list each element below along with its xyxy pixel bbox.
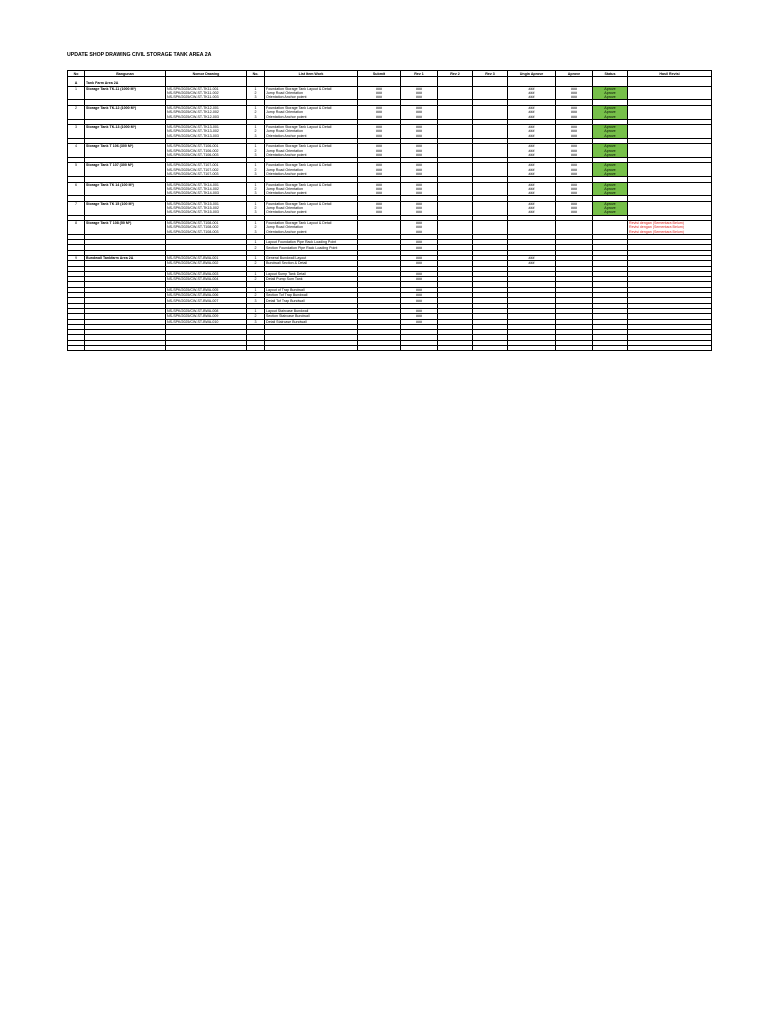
- table-cell: NS-SPK/2025/CW-ST-BWA-007: [166, 298, 247, 303]
- table-cell: ###: [556, 187, 593, 191]
- table-cell: NS-SPK/2025/CW-ST-TK11-001: [166, 86, 247, 91]
- table-cell: ###: [358, 114, 401, 119]
- column-header: List Item Work: [265, 71, 358, 77]
- table-cell: General Bundwall Layout: [265, 255, 358, 260]
- table-cell: 1: [247, 86, 265, 91]
- table-cell: ###: [556, 182, 593, 187]
- table-cell: ###: [508, 206, 556, 210]
- table-cell: Aprove: [593, 95, 628, 100]
- table-cell: NS-SPK/2025/CW-ST-TK14-001: [166, 182, 247, 187]
- table-cell: NS-SPK/2025/CW-ST-T106-002: [166, 148, 247, 152]
- table-cell: Storage Tank T 108 (50 M³): [85, 220, 166, 225]
- table-cell: [508, 346, 556, 351]
- table-cell: NS-SPK/2025/CW-ST-TK15-003: [166, 210, 247, 215]
- column-header: No: [68, 71, 85, 77]
- table-cell: ###: [556, 95, 593, 100]
- table-cell: 3: [68, 124, 85, 129]
- table-cell: 1: [247, 163, 265, 168]
- table-cell: ###: [358, 172, 401, 177]
- table-cell: NS-SPK/2025/CW-ST-T106-001: [166, 144, 247, 149]
- table-cell: Section Foundation Pipe Rack Loading Point: [265, 245, 358, 250]
- table-cell: 2: [247, 148, 265, 152]
- table-cell: NS-SPK/2025/CW-ST-TK14-002: [166, 187, 247, 191]
- table-cell: ###: [358, 124, 401, 129]
- table-cell: Aprove: [593, 91, 628, 95]
- table-cell: 1: [247, 201, 265, 206]
- table-cell: ###: [556, 129, 593, 133]
- document-title: UPDATE SHOP DRAWING CIVIL STORAGE TANK AREA 2A: [67, 52, 212, 58]
- table-cell: Revisi dengan (Sementara Belum): [628, 220, 712, 225]
- table-cell: A: [68, 81, 85, 86]
- table-cell: 1: [247, 240, 265, 245]
- table-cell: ###: [401, 230, 438, 235]
- table-cell: NS-SPK/2025/CW-ST-BWA-003: [166, 271, 247, 276]
- table-cell: 5: [68, 163, 85, 168]
- table-cell: Orientation Anchor poient: [265, 210, 358, 215]
- table-cell: NS-SPK/2025/CW-ST-T107-002: [166, 168, 247, 172]
- table-cell: 3: [247, 230, 265, 235]
- table-cell: 2: [247, 225, 265, 229]
- table-cell: ###: [556, 201, 593, 206]
- table-cell: Aprove: [593, 105, 628, 110]
- table-cell: ###: [401, 201, 438, 206]
- table-cell: ###: [556, 110, 593, 114]
- table-cell: ###: [401, 240, 438, 245]
- table-cell: ###: [556, 114, 593, 119]
- table-cell: Detail Pump Sum Tank: [265, 277, 358, 282]
- table-cell: ###: [401, 220, 438, 225]
- table-cell: ###: [508, 86, 556, 91]
- table-cell: [247, 346, 265, 351]
- table-cell: ###: [358, 144, 401, 149]
- table-cell: ###: [508, 191, 556, 196]
- table-cell: NS-SPK/2025/CW-ST-T106-003: [166, 153, 247, 158]
- table-cell: NS-SPK/2025/CW-ST-BWA-006: [166, 293, 247, 298]
- table-cell: [401, 346, 438, 351]
- table-cell: ###: [358, 153, 401, 158]
- table-cell: ###: [358, 201, 401, 206]
- table-cell: 3: [247, 298, 265, 303]
- table-cell: Jump Road Orientation: [265, 110, 358, 114]
- table-cell: ###: [508, 261, 556, 266]
- table-cell: ###: [556, 191, 593, 196]
- table-cell: 3: [247, 114, 265, 119]
- table-cell: NS-SPK/2025/CW-ST-T107-001: [166, 163, 247, 168]
- table-cell: Storage Tank TK 15 (100 M³): [85, 201, 166, 206]
- table-cell: Orientation Anchor poient: [265, 191, 358, 196]
- table-cell: ###: [508, 210, 556, 215]
- table-cell: [358, 346, 401, 351]
- table-cell: ###: [401, 129, 438, 133]
- table-cell: Storage Tank T 106 (300 M³): [85, 144, 166, 149]
- table-cell: 1: [247, 308, 265, 313]
- table-cell: ###: [401, 148, 438, 152]
- table-cell: ###: [508, 129, 556, 133]
- column-header: Rev 1: [401, 71, 438, 77]
- table-cell: ###: [401, 225, 438, 229]
- table-cell: Layout Sump Tank Detail: [265, 271, 358, 276]
- table-cell: Section Staircase Bundwall: [265, 314, 358, 319]
- table-cell: Aprove: [593, 153, 628, 158]
- table-cell: ###: [508, 91, 556, 95]
- table-cell: 2: [247, 110, 265, 114]
- table-cell: ###: [401, 163, 438, 168]
- table-cell: NS-SPK/2025/CW-ST-TK13-003: [166, 134, 247, 139]
- table-cell: 6: [68, 182, 85, 187]
- table-cell: Aprove: [593, 210, 628, 215]
- table-cell: Section Tof Trap Bundwall: [265, 293, 358, 298]
- table-cell: 2: [247, 129, 265, 133]
- table-cell: Storage Tank TK 14 (100 M³): [85, 182, 166, 187]
- table-cell: NS-SPK/2025/CW-ST-TK15-001: [166, 201, 247, 206]
- table-cell: NS-SPK/2025/CW-ST-T107-003: [166, 172, 247, 177]
- table-cell: 7: [68, 201, 85, 206]
- table-cell: Foundation Storage Tank Layout & Detail: [265, 105, 358, 110]
- table-cell: ###: [358, 148, 401, 152]
- table-cell: ###: [401, 271, 438, 276]
- table-cell: NS-SPK/2025/CW-ST-BWA-009: [166, 314, 247, 319]
- table-cell: Bundwall Tankfarm Area 2A: [85, 255, 166, 260]
- table-cell: ###: [556, 144, 593, 149]
- table-cell: ###: [508, 148, 556, 152]
- table-cell: 2: [247, 206, 265, 210]
- table-cell: 3: [247, 319, 265, 324]
- table-cell: ###: [358, 187, 401, 191]
- table-cell: Tank Farm Area 2A: [85, 81, 166, 86]
- table-cell: ###: [508, 110, 556, 114]
- table-cell: ###: [401, 144, 438, 149]
- table-cell: ###: [508, 255, 556, 260]
- table-cell: ###: [401, 172, 438, 177]
- table-cell: Aprove: [593, 134, 628, 139]
- table-cell: Aprove: [593, 86, 628, 91]
- table-cell: Aprove: [593, 163, 628, 168]
- table-cell: ###: [556, 163, 593, 168]
- table-cell: ###: [508, 187, 556, 191]
- table-cell: 1: [247, 105, 265, 110]
- table-cell: ###: [556, 86, 593, 91]
- table-cell: NS-SPK/2025/CW-ST-TK13-002: [166, 129, 247, 133]
- table-cell: 3: [247, 172, 265, 177]
- table-cell: Aprove: [593, 201, 628, 206]
- table-cell: ###: [556, 148, 593, 152]
- table-cell: ###: [508, 134, 556, 139]
- table-cell: Layout of Trap Bundwall: [265, 287, 358, 292]
- table-cell: ###: [508, 182, 556, 187]
- table-cell: ###: [401, 168, 438, 172]
- table-cell: ###: [401, 277, 438, 282]
- table-cell: Jump Road Orientation: [265, 206, 358, 210]
- table-cell: ###: [556, 124, 593, 129]
- table-cell: ###: [401, 91, 438, 95]
- table-cell: ###: [358, 163, 401, 168]
- table-cell: 2: [247, 293, 265, 298]
- table-cell: [473, 346, 508, 351]
- table-cell: ###: [508, 153, 556, 158]
- table-cell: ###: [556, 206, 593, 210]
- table-cell: ###: [401, 110, 438, 114]
- column-header: Nomor Drawing: [166, 71, 247, 77]
- table-cell: NS-SPK/2025/CW-ST-BWA-002: [166, 261, 247, 266]
- column-header: No.: [247, 71, 265, 77]
- table-cell: ###: [401, 134, 438, 139]
- table-cell: [85, 346, 166, 351]
- table-cell: [628, 346, 712, 351]
- table-cell: ###: [401, 105, 438, 110]
- table-cell: 1: [247, 220, 265, 225]
- table-cell: 3: [247, 153, 265, 158]
- table-cell: 2: [247, 261, 265, 266]
- table-cell: ###: [401, 298, 438, 303]
- table-cell: [556, 346, 593, 351]
- table-cell: 2: [247, 91, 265, 95]
- table-cell: Storage Tank TK-12 (1000 M³): [85, 105, 166, 110]
- table-cell: Jump Road Orientation: [265, 129, 358, 133]
- table-cell: ###: [556, 210, 593, 215]
- table-cell: ###: [401, 124, 438, 129]
- table-cell: Bundwall Section & Detail: [265, 261, 358, 266]
- table-cell: ###: [556, 105, 593, 110]
- table-cell: Aprove: [593, 191, 628, 196]
- table-cell: Storage Tank TK-11 (1000 M³): [85, 86, 166, 91]
- table-cell: [265, 346, 358, 351]
- table-cell: 2: [247, 245, 265, 250]
- table-cell: ###: [358, 134, 401, 139]
- table-cell: ###: [556, 134, 593, 139]
- table-cell: ###: [556, 168, 593, 172]
- column-header: Bangunan: [85, 71, 166, 77]
- table-cell: Orientation Anchor poient: [265, 134, 358, 139]
- table-cell: ###: [358, 168, 401, 172]
- table-cell: 4: [68, 144, 85, 149]
- table-cell: Aprove: [593, 206, 628, 210]
- table-cell: 2: [247, 314, 265, 319]
- table-cell: ###: [401, 206, 438, 210]
- table-cell: Orientation Anchor poient: [265, 95, 358, 100]
- table-cell: NS-SPK/2025/CW-ST-TK11-002: [166, 91, 247, 95]
- table-cell: Aprove: [593, 129, 628, 133]
- drawing-status-table: [67, 70, 712, 351]
- table-cell: ###: [508, 168, 556, 172]
- table-cell: ###: [401, 319, 438, 324]
- table-cell: Jump Road Orientation: [265, 168, 358, 172]
- table-cell: Jump Road Orientation: [265, 225, 358, 229]
- table-cell: Storage Tank TK-13 (1000 M³): [85, 124, 166, 129]
- table-cell: Revisi dengan (Sementara Belum): [628, 230, 712, 235]
- table-cell: ###: [358, 210, 401, 215]
- table-cell: NS-SPK/2025/CW-ST-TK15-002: [166, 206, 247, 210]
- table-cell: Jump Road Orientation: [265, 187, 358, 191]
- table-cell: 3: [247, 134, 265, 139]
- table-cell: Foundation Storage Tank Layout & Detail: [265, 163, 358, 168]
- table-cell: NS-SPK/2025/CW-ST-TK13-001: [166, 124, 247, 129]
- table-cell: Orientation Anchor poient: [265, 230, 358, 235]
- table-cell: 2: [68, 105, 85, 110]
- table-cell: NS-SPK/2025/CW-ST-TK14-003: [166, 191, 247, 196]
- table-cell: Orientation Anchor poient: [265, 172, 358, 177]
- table-cell: NS-SPK/2025/CW-ST-BWA-010: [166, 319, 247, 324]
- table-cell: NS-SPK/2025/CW-ST-T108-003: [166, 230, 247, 235]
- table-cell: 1: [247, 287, 265, 292]
- column-header: Rev 3: [473, 71, 508, 77]
- column-header: Status: [593, 71, 628, 77]
- table-cell: Orientation Anchor poient: [265, 114, 358, 119]
- table-cell: 9: [68, 255, 85, 260]
- table-cell: Aprove: [593, 172, 628, 177]
- table-cell: ###: [556, 172, 593, 177]
- table-cell: Foundation Storage Tank Layout & Detail: [265, 220, 358, 225]
- table-cell: NS-SPK/2025/CW-ST-BWA-004: [166, 277, 247, 282]
- table-cell: 1: [247, 271, 265, 276]
- table-cell: ###: [401, 153, 438, 158]
- table-cell: Orientation Anchor poient: [265, 153, 358, 158]
- table-cell: 1: [247, 144, 265, 149]
- table-cell: 3: [247, 191, 265, 196]
- table-cell: ###: [556, 91, 593, 95]
- table-cell: NS-SPK/2025/CW-ST-T108-001: [166, 220, 247, 225]
- table-cell: ###: [358, 95, 401, 100]
- column-header: Aprove: [556, 71, 593, 77]
- table-cell: Layout Staircase Bundwall: [265, 308, 358, 313]
- table-cell: 3: [247, 95, 265, 100]
- table-cell: ###: [358, 105, 401, 110]
- table-row: [68, 346, 712, 351]
- table-cell: Storage Tank T 107 (300 M³): [85, 163, 166, 168]
- table-cell: Aprove: [593, 148, 628, 152]
- table-cell: ###: [358, 110, 401, 114]
- table-cell: ###: [508, 124, 556, 129]
- table-cell: ###: [401, 308, 438, 313]
- column-header: Rev 2: [438, 71, 473, 77]
- table-cell: ###: [401, 187, 438, 191]
- table-cell: NS-SPK/2025/CW-ST-TK12-003: [166, 114, 247, 119]
- table-cell: ###: [358, 182, 401, 187]
- table-cell: ###: [401, 261, 438, 266]
- table-cell: ###: [401, 210, 438, 215]
- table-cell: [593, 346, 628, 351]
- table-cell: Detail Tof Trap Bundwall: [265, 298, 358, 303]
- column-header: Hasil Revisi: [628, 71, 712, 77]
- table-cell: ###: [401, 293, 438, 298]
- table-cell: Aprove: [593, 124, 628, 129]
- table-cell: NS-SPK/2025/CW-ST-TK12-001: [166, 105, 247, 110]
- table-cell: 8: [68, 220, 85, 225]
- table-cell: Foundation Storage Tank Layout & Detail: [265, 182, 358, 187]
- table-cell: Foundation Storage Tank Layout & Detail: [265, 86, 358, 91]
- table-cell: 1: [247, 182, 265, 187]
- table-cell: ###: [358, 86, 401, 91]
- table-cell: ###: [508, 144, 556, 149]
- table-cell: NS-SPK/2025/CW-ST-T108-002: [166, 225, 247, 229]
- table-cell: 1: [68, 86, 85, 91]
- table-cell: ###: [556, 153, 593, 158]
- table-cell: Aprove: [593, 114, 628, 119]
- table-cell: NS-SPK/2025/CW-ST-BWA-005: [166, 287, 247, 292]
- table-cell: ###: [401, 191, 438, 196]
- table-cell: NS-SPK/2025/CW-ST-TK12-002: [166, 110, 247, 114]
- table-cell: ###: [358, 191, 401, 196]
- table-cell: ###: [508, 105, 556, 110]
- table-cell: Foundation Storage Tank Layout & Detail: [265, 124, 358, 129]
- table-cell: Aprove: [593, 168, 628, 172]
- table-cell: NS-SPK/2025/CW-ST-BWA-001: [166, 255, 247, 260]
- table-cell: [68, 346, 85, 351]
- table-cell: Jump Road Orientation: [265, 148, 358, 152]
- table-cell: ###: [401, 114, 438, 119]
- table-cell: Layout Foundation Pipe Rack Loading Point: [265, 240, 358, 245]
- table-cell: ###: [358, 129, 401, 133]
- table-body: [68, 77, 712, 351]
- column-header: Ungin Aprove: [508, 71, 556, 77]
- table-cell: 1: [247, 124, 265, 129]
- table-cell: Foundation Storage Tank Layout & Detail: [265, 201, 358, 206]
- table-cell: Revisi dengan (Sementara Belum): [628, 225, 712, 229]
- table-cell: ###: [401, 182, 438, 187]
- table-cell: Aprove: [593, 110, 628, 114]
- table-cell: [166, 346, 247, 351]
- table-cell: ###: [401, 314, 438, 319]
- table-cell: 3: [247, 210, 265, 215]
- table-cell: ###: [358, 91, 401, 95]
- table-cell: ###: [358, 206, 401, 210]
- table-cell: Aprove: [593, 182, 628, 187]
- table-cell: ###: [401, 255, 438, 260]
- table-cell: 2: [247, 277, 265, 282]
- table-cell: Detail Staircase Bundwall: [265, 319, 358, 324]
- table-cell: NS-SPK/2025/CW-ST-BWA-008: [166, 308, 247, 313]
- table-cell: ###: [401, 86, 438, 91]
- table-cell: ###: [508, 201, 556, 206]
- table-cell: ###: [401, 287, 438, 292]
- table-cell: 1: [247, 255, 265, 260]
- table-cell: NS-SPK/2025/CW-ST-TK11-003: [166, 95, 247, 100]
- table-cell: 2: [247, 187, 265, 191]
- table-cell: Aprove: [593, 187, 628, 191]
- table-cell: ###: [401, 95, 438, 100]
- table-cell: 2: [247, 168, 265, 172]
- table-cell: ###: [508, 95, 556, 100]
- table-cell: ###: [508, 172, 556, 177]
- table-cell: ###: [401, 245, 438, 250]
- table-cell: ###: [508, 114, 556, 119]
- table-cell: Aprove: [593, 144, 628, 149]
- column-header: Submit: [358, 71, 401, 77]
- table-cell: [438, 346, 473, 351]
- table-cell: ###: [508, 163, 556, 168]
- table-cell: Jump Road Orientation: [265, 91, 358, 95]
- table-cell: Foundation Storage Tank Layout & Detail: [265, 144, 358, 149]
